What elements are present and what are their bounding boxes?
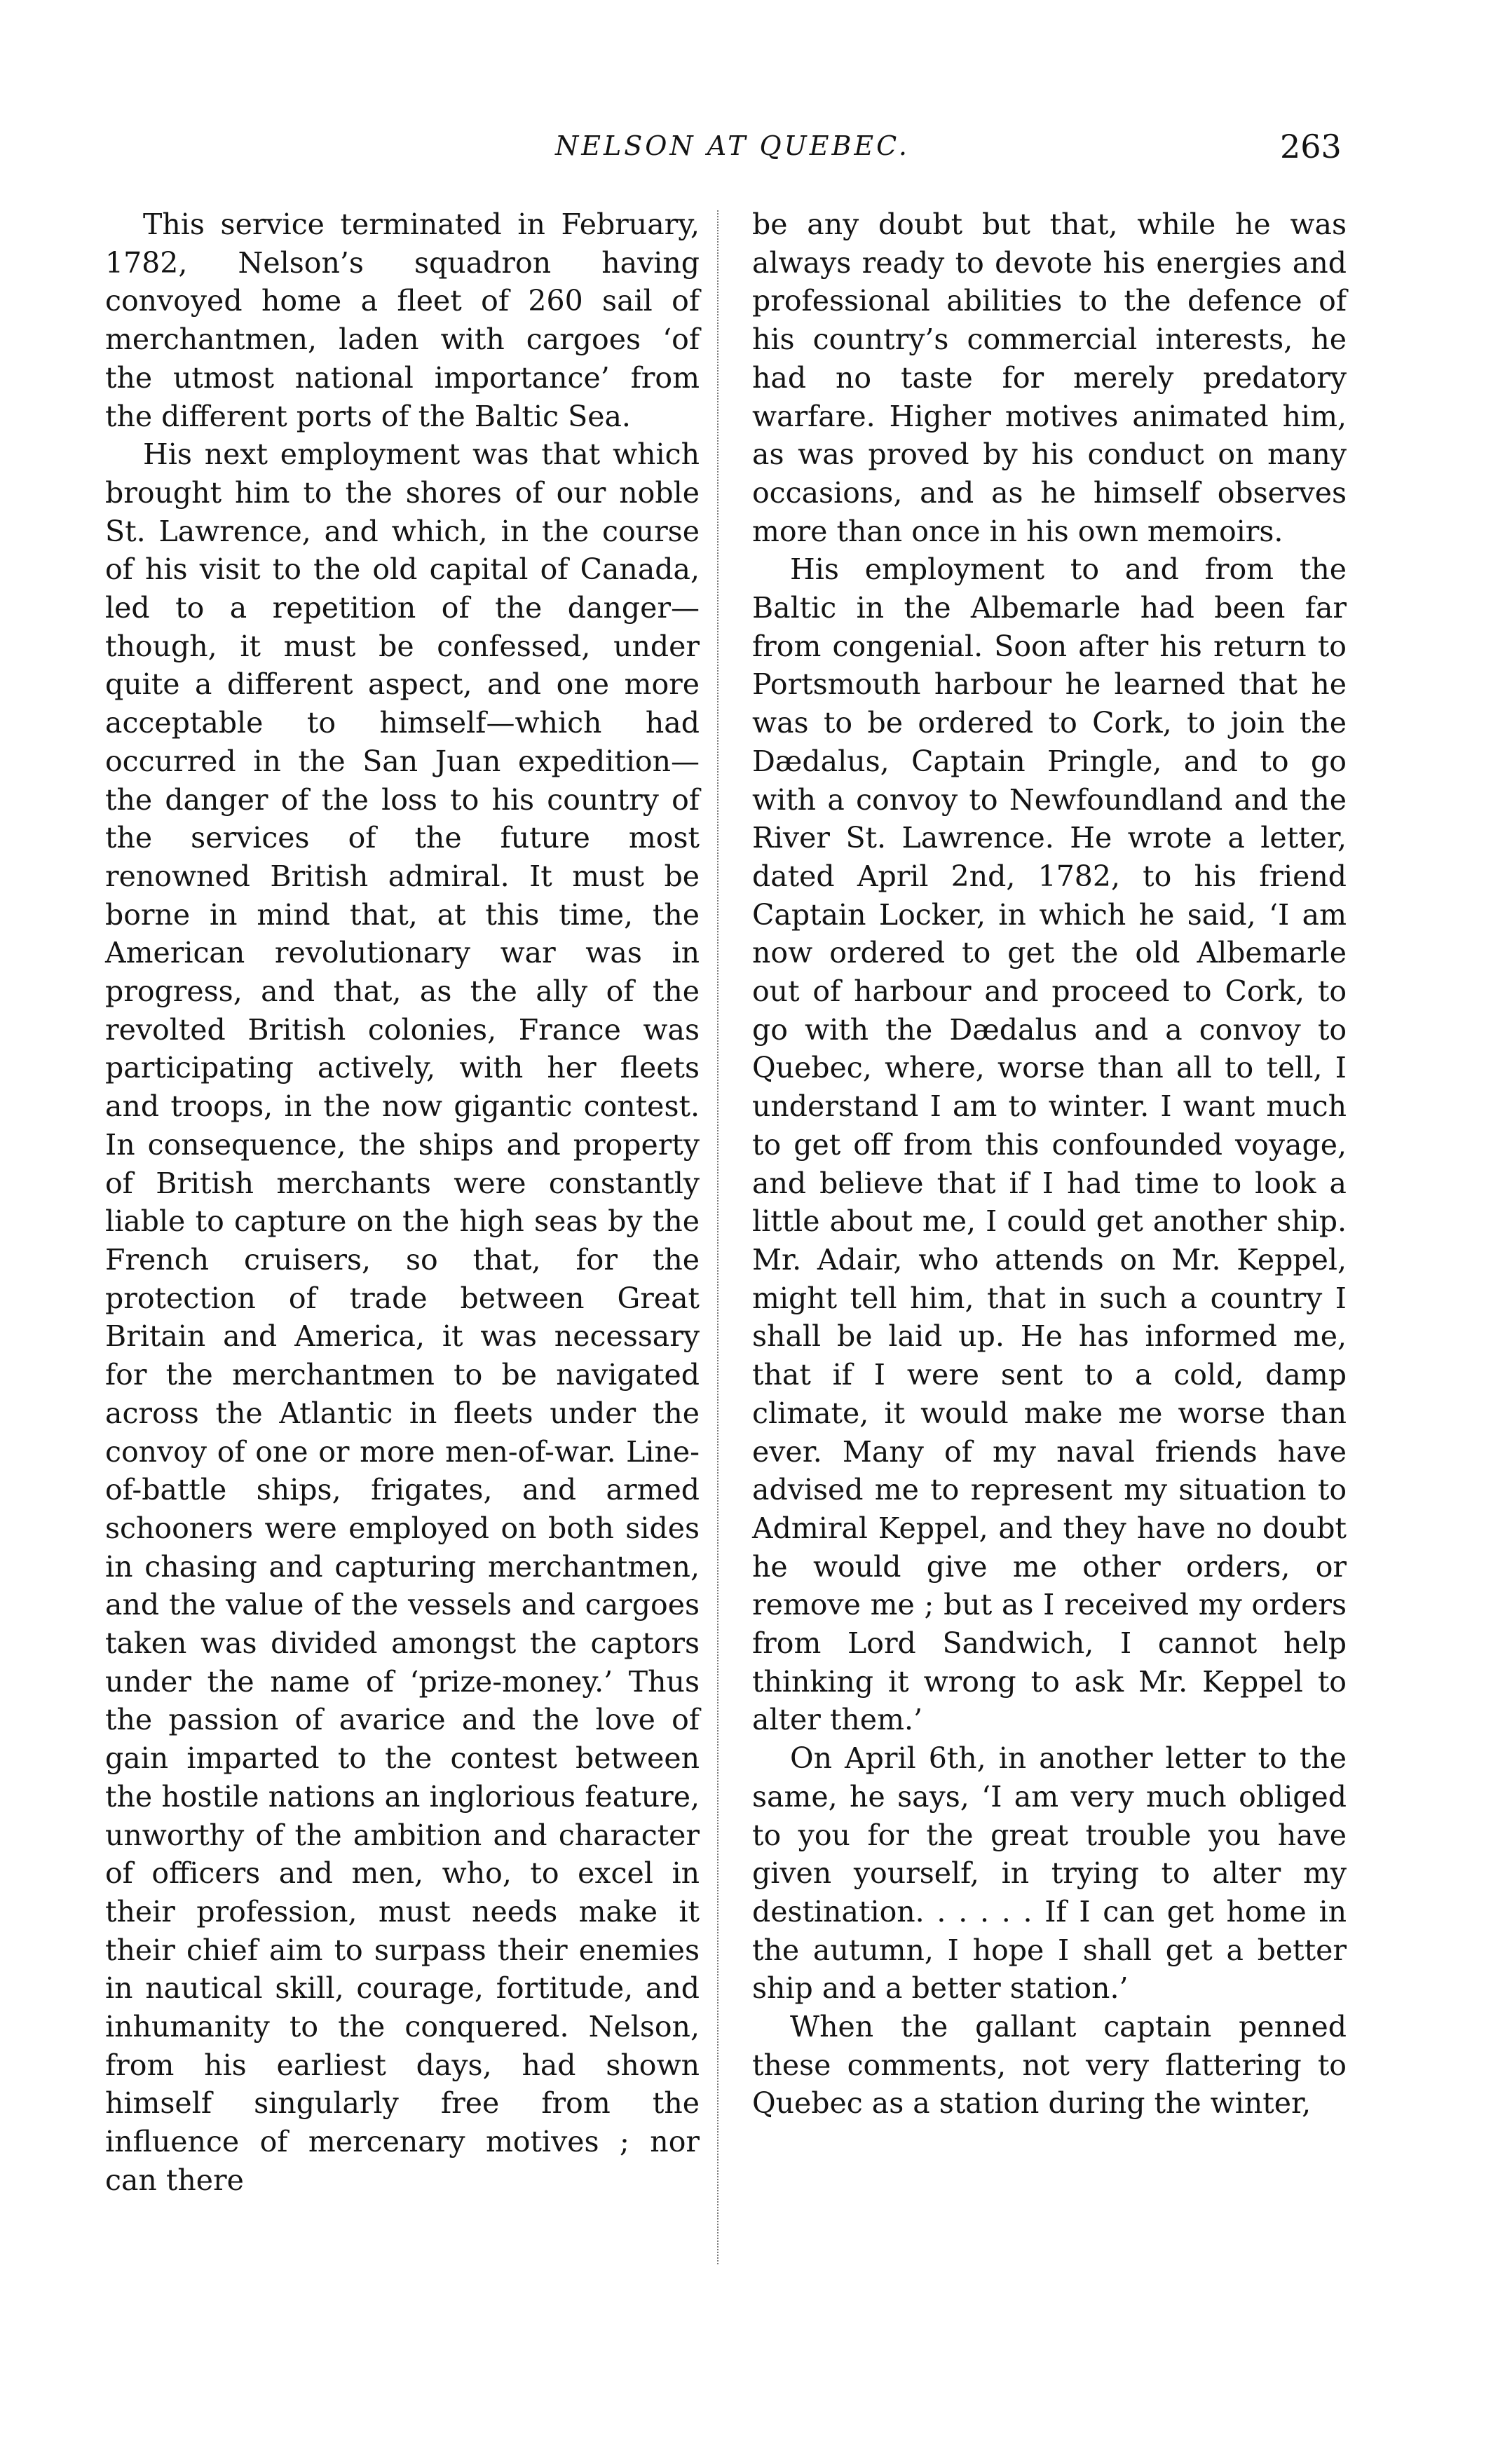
paragraph: On April 6th, in another letter to the same, he says, ‘I am very much obliged to you for the great trouble you have given yourself, in trying to alter my destination. . . . . . If I can get home in the autumn, I hope I shall get a better ship and a better station.’ [752,1741,1347,2006]
left-column [105,205,700,2200]
paragraph: His next employment was that which brought him to the shores of our noble St. Lawrence, and which, in the course of his visit to the old capital of Canada, led to a repetition of the danger—though, it must be confessed, under quite a different aspect, and one more acceptable to himself—which had occurred in the San Juan expedition—the danger of the loss to his country of the services of the future most renowned British admiral. It must be borne in mind that, at this time, the American revolutionary war was in progress, and that, as the ally of the revolted British colonies, France was participating actively, with her fleets and troops, in the now gigantic contest. In consequence, the ships and property of British merchants were constantly liable to capture on the high seas by the French cruisers, so that, for the protection of trade between Great Britain and America, it was necessary for the merchantmen to be navigated across the Atlantic in fleets under the convoy of one or more men-of-war. Line-of-battle ships, frigates, and armed schooners were employed on both sides in chasing and capturing merchantmen, and the value of the vessels and cargoes taken was divided amongst the captors under the name of ‘prize-money.’ Thus the passion of avarice and the love of gain imparted to the contest between the hostile nations an inglorious feature, unworthy of the ambition and character of officers and men, who, to excel in their profession, must needs make it their chief aim to surpass their enemies in nautical skill, courage, fortitude, and inhumanity to the conquered. Nelson, from his earliest days, had shown himself singularly free from the influence of mercenary motives ; nor can there [105,437,700,2197]
paragraph: His employment to and from the Baltic in the Albemarle had been far from congenial. Soon after his return to Portsmouth harbour he learned that he was to be ordered to Cork, to join the Dædalus, Captain Pringle, and to go with a convoy to Newfoundland and the River St. Lawrence. He wrote a letter, dated April 2nd, 1782, to his friend Captain Locker, in which he said, ‘I am now ordered to get the old Albemarle out of harbour and proceed to Cork, to go with the Dædalus and a convoy to Quebec, where, worse than all to tell, I understand I am to winter. I want much to get off from this confounded voyage, and believe that if I had time to look a little about me, I could get another ship. Mr. Adair, who attends on Mr. Keppel, might tell him, that in such a country I shall be laid up. He has informed me, that if I were sent to a cold, damp climate, it would make me worse than ever. Many of my naval friends have advised me to represent my situation to Admiral Keppel, and they have no doubt he would give me other orders, or remove me ; but as I received my orders from Lord Sandwich, I cannot help thinking it wrong to ask Mr. Keppel to alter them.’ [752,552,1347,1737]
paragraph: When the gallant captain penned these comments, not very flattering to Quebec as a station during the winter, [752,2010,1347,2121]
right-column [752,205,1347,2123]
running-title: NELSON AT QUEBEC. [555,130,910,161]
paragraph: be any doubt but that, while he was always ready to devote his energies and professional abilities to the defence of his country’s commercial interests, he had no taste for merely predatory warfare. Higher motives animated him, as was proved by his conduct on many occasions, and as he himself observes more than once in his own memoirs. [752,208,1347,548]
page-number: 263 [1280,128,1342,165]
paragraph: This service terminated in February, 1782, Nelson’s squadron having convoyed home a fleet of 260 sail of merchantmen, laden with cargoes ‘of the utmost national importance’ from the different ports of the Baltic Sea. [105,208,700,433]
page-header [0,130,1512,179]
column-divider [717,210,718,2264]
